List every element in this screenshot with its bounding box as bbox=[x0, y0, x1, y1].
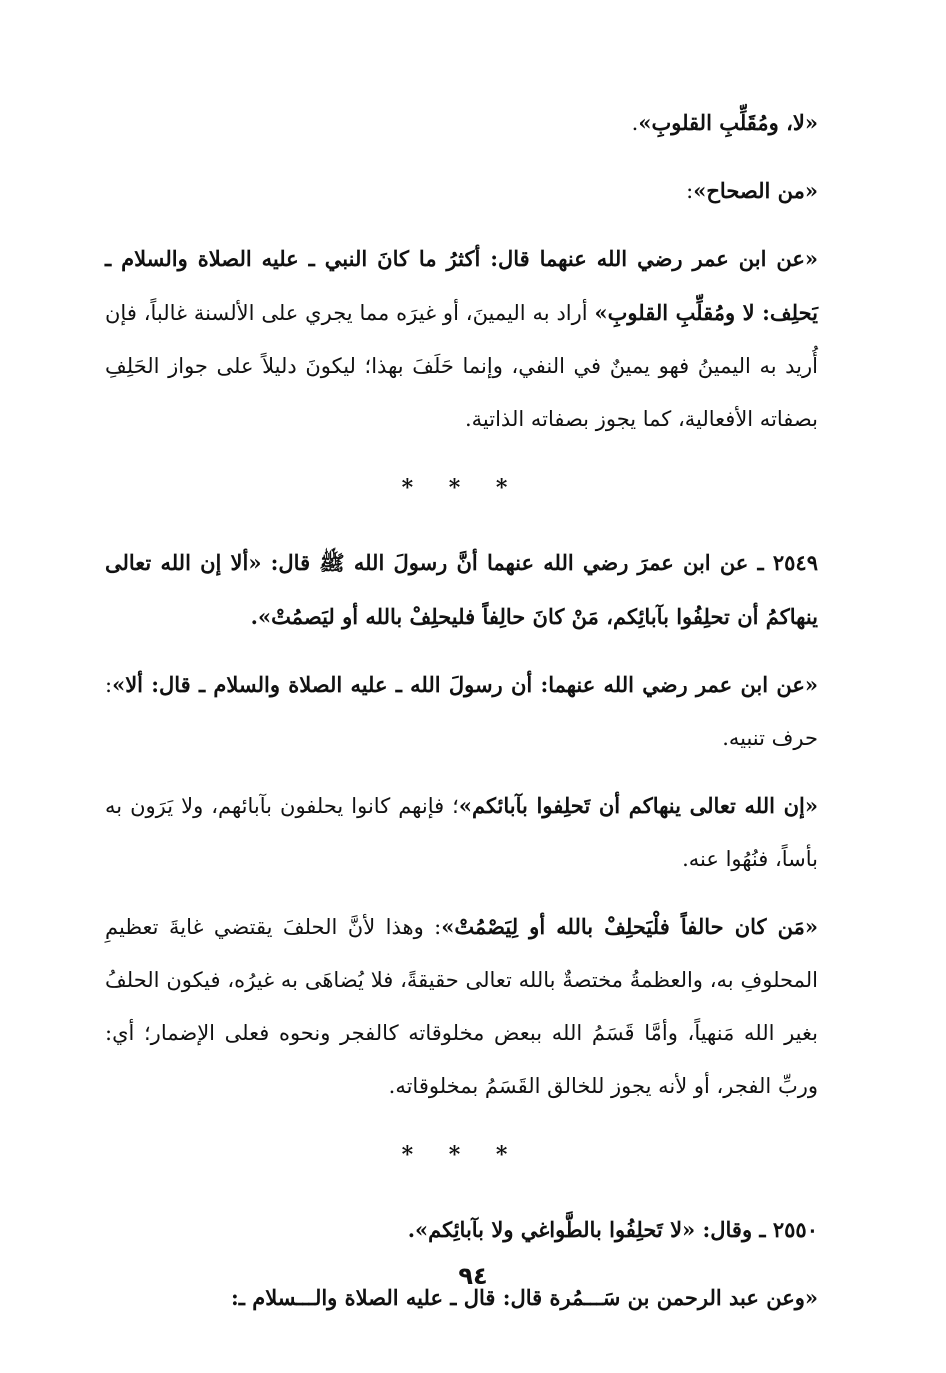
paragraph bbox=[105, 1203, 818, 1257]
page-number: ٩٤ bbox=[458, 1262, 488, 1290]
body-text: : وهذا لأنَّ الحلفَ يقتضي غايةَ تعظيمِ المحلوفِ به، والعظمةُ مختصةٌ بالله تعالى حقيقةً، فلا يُضاهَى به غيرُه، فيكون الحلفُ بغير الله مَنهياً، وأمَّا قَسَمُ الله ببعض مخلوقاته كالفجر ونحوه فعلى الإضمار؛ أي: وربِّ الفجر، أو لأنه يجوز للخالق القَسَمُ بمخلوقاته. bbox=[105, 915, 818, 1098]
body-text: : bbox=[686, 179, 694, 203]
bold-text: «مَن كان حالفاً فلْيَحلِفْ بالله أو لِيَصْمُتْ» bbox=[441, 914, 818, 939]
body-text: أراد به اليمينَ، أو غيرَه مما يجري على الألسنة غالباً، فإن أُريد به اليمينُ فهو يمينٌ في النفي، وإنما حَلَفَ بهذا؛ ليكونَ دليلاً على جواز الحَلِفِ بصفاته الأفعالية، كما يجوز بصفاته الذاتية. bbox=[105, 301, 818, 431]
bold-text: «عن ابن عمر رضي الله عنهما: أن رسولَ الله ـ عليه الصلاة والسلام ـ قال: ألا» bbox=[112, 672, 818, 697]
bold-text: «إن الله تعالى ينهاكم أن تَحلِفوا بآبائكم» bbox=[458, 793, 818, 818]
bold-text: «عن ابن عمر رضي الله عنهما قال: أكثرُ ما كانَ النبي ـ عليه الصلاة والسلام ـ يَحلِف: لا ومُقلِّبِ القلوبِ» bbox=[105, 246, 818, 325]
body-text: ؛ فإنهم كانوا يحلفون بآبائهم، ولا يَرَون به بأساً، فنُهُوا عنه. bbox=[105, 794, 818, 871]
paragraph bbox=[105, 232, 818, 446]
bold-text: «من الصحاح» bbox=[693, 178, 818, 203]
paragraph bbox=[105, 96, 818, 150]
bold-text: «وعن عبد الرحمن بن سَـــمُرة قال: قال ـ عليه الصلاة والـــسلام ـ: bbox=[231, 1285, 818, 1310]
paragraph bbox=[105, 779, 818, 886]
section-divider: * * * bbox=[401, 475, 522, 501]
page-body bbox=[105, 96, 818, 1325]
section-divider: * * * bbox=[401, 1142, 522, 1168]
bold-text: «لا، ومُقَلِّبِ القلوبِ» bbox=[638, 110, 818, 135]
paragraph bbox=[105, 536, 818, 644]
body-text: . bbox=[631, 111, 639, 135]
body-text: : حرف تنبيه. bbox=[105, 673, 818, 750]
paragraph bbox=[105, 164, 818, 218]
paragraph bbox=[105, 658, 818, 765]
paragraph bbox=[105, 900, 818, 1113]
bold-text: ٢٥٥٠ ـ وقال: «لا تَحلِفُوا بالطَّواغي ولا بآبائِكم». bbox=[407, 1217, 818, 1242]
bold-text: ٢٥٤٩ ـ عن ابن عمرَ رضي الله عنهما أنَّ رسولَ الله ﷺ قال: «ألا إن الله تعالى ينهاكمُ أن تحلِفُوا بآبائِكم، مَنْ كانَ حالِفاً فليحلِفْ بالله أو ليَصمُتْ». bbox=[105, 550, 818, 629]
